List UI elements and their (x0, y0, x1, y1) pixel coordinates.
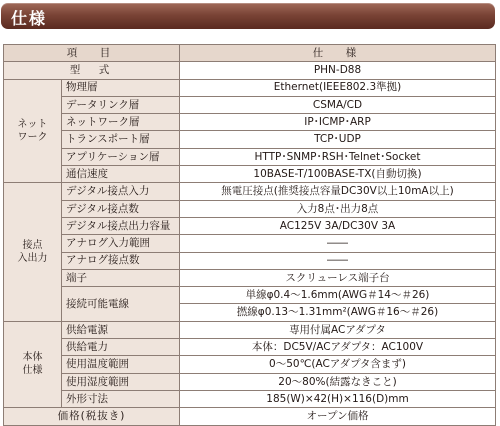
price-row (4, 408, 496, 425)
model-value: PHN-D88 (180, 62, 496, 79)
table-row (4, 269, 496, 286)
table-row (4, 356, 496, 373)
table-row (4, 79, 496, 96)
table-row (4, 321, 496, 338)
row-label: デジタル接点入力 (62, 183, 180, 200)
row-value: Ethernet(IEEE802.3準拠) (180, 79, 496, 96)
table-row (4, 339, 496, 356)
table-row (4, 217, 496, 234)
table-row (4, 166, 496, 183)
row-value: 0～50℃(ACアダプタ含まず) (180, 356, 496, 373)
row-label: アプリケーション層 (62, 148, 180, 165)
price-value: オープン価格 (180, 408, 496, 425)
row-value: AC125V 3A/DC30V 3A (180, 217, 496, 234)
row-label: 外形寸法 (62, 390, 180, 407)
row-value: 無電圧接点(推奨接点容量DC30V以上10mA以上) (180, 183, 496, 200)
row-label: 通信速度 (62, 166, 180, 183)
row-label: 接続可能電線 (62, 287, 180, 322)
table-row (4, 148, 496, 165)
price-label: 価格(税抜き) (4, 408, 180, 425)
row-label: 物理層 (62, 79, 180, 96)
row-label: アナログ接点数 (62, 252, 180, 269)
spec-table (3, 44, 496, 426)
wire-stranded-value: 撚線φ0.13～1.31mm²(AWG＃16～＃26) (180, 304, 496, 321)
wire-solid-value: 単線φ0.4～1.6mm(AWG＃14～＃26) (180, 287, 496, 304)
row-value: ―― (180, 252, 496, 269)
network-group-label: ネット ワーク (4, 79, 62, 183)
table-row (4, 200, 496, 217)
model-row (4, 62, 496, 79)
table-row (4, 287, 496, 304)
table-row (4, 235, 496, 252)
body-group-label: 本体 仕様 (4, 321, 62, 407)
row-value: HTTP･SNMP･RSH･Telnet･Socket (180, 148, 496, 165)
row-label: 端子 (62, 269, 180, 286)
model-label: 型 式 (4, 62, 180, 79)
header-row (4, 45, 496, 62)
io-group-label: 接点 入出力 (4, 183, 62, 321)
table-row (4, 131, 496, 148)
row-value: スクリューレス端子台 (180, 269, 496, 286)
row-value: TCP･UDP (180, 131, 496, 148)
table-row (4, 183, 496, 200)
row-label: トランスポート層 (62, 131, 180, 148)
row-label: 供給電源 (62, 321, 180, 338)
row-value: 入力8点･出力8点 (180, 200, 496, 217)
row-value: 185(W)×42(H)×116(D)mm (180, 390, 496, 407)
spec-column-header: 仕 様 (180, 45, 496, 62)
table-row (4, 96, 496, 113)
table-row (4, 114, 496, 131)
title-bar (1, 3, 495, 29)
page-title: 仕様 (11, 9, 48, 28)
row-value: CSMA/CD (180, 96, 496, 113)
row-value: 専用付属ACアダプタ (180, 321, 496, 338)
row-value: IP･ICMP･ARP (180, 114, 496, 131)
table-row (4, 373, 496, 390)
row-value: ―― (180, 235, 496, 252)
row-label: データリンク層 (62, 96, 180, 113)
row-label: アナログ入力範囲 (62, 235, 180, 252)
row-label: 使用温度範囲 (62, 356, 180, 373)
row-label: ネットワーク層 (62, 114, 180, 131)
row-value: 本体：DC5V/ACアダプタ：AC100V (180, 339, 496, 356)
row-label: 供給電力 (62, 339, 180, 356)
row-value: 20～80%(結露なきこと) (180, 373, 496, 390)
row-label: 使用湿度範囲 (62, 373, 180, 390)
row-value: 10BASE-T/100BASE-TX(自動切換) (180, 166, 496, 183)
item-column-header: 項 目 (4, 45, 180, 62)
row-label: デジタル接点出力容量 (62, 217, 180, 234)
table-row (4, 252, 496, 269)
row-label: デジタル接点数 (62, 200, 180, 217)
table-row (4, 390, 496, 407)
